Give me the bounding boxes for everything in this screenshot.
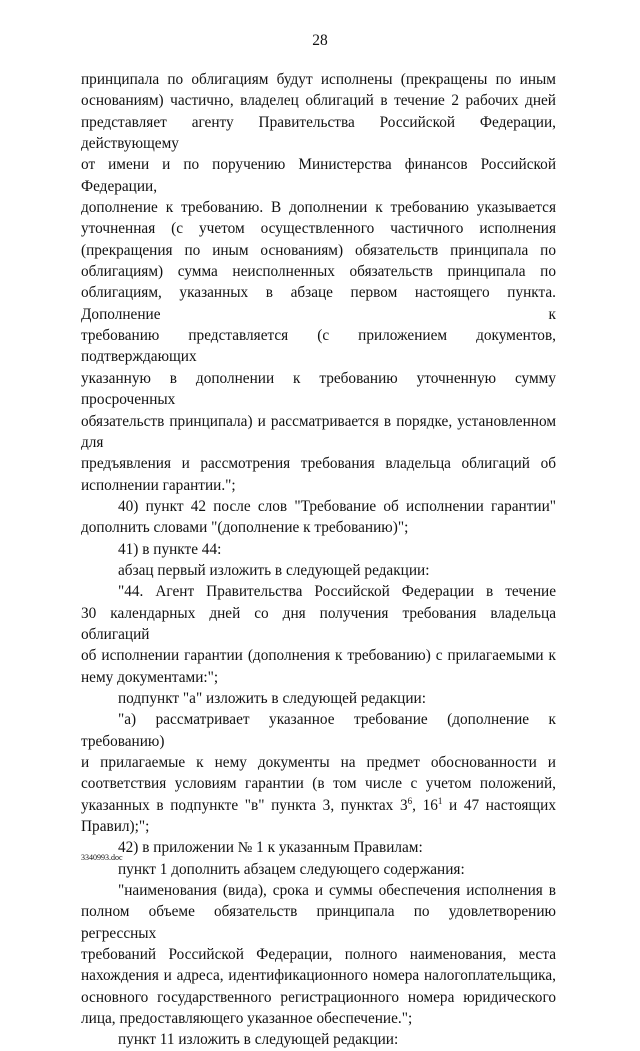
text-line <box>81 368 556 411</box>
text-line-content: и прилагаемые к нему документы на предмет обоснованности и <box>81 754 556 771</box>
text-line-content: представляет агенту Правительства Российской Федерации, действующему <box>81 113 556 153</box>
text-line-content: предъявления и рассмотрения требования владельца облигаций об <box>81 455 556 473</box>
text-line <box>81 197 556 218</box>
text-line-content: абзац первый изложить в следующей редакции: <box>118 561 430 579</box>
text-line <box>81 560 556 581</box>
text-line <box>81 987 556 1008</box>
text-line-content: 30 календарных дней со дня получения требования владельца облигаций <box>81 604 556 643</box>
text-line <box>81 154 556 197</box>
text-line-content: дополнить словами "(дополнение к требованию)"; <box>81 519 409 537</box>
file-footer: 3340993.doc <box>81 853 123 862</box>
text-line-content: нему документами:"; <box>81 668 219 686</box>
text-line <box>81 475 556 496</box>
text-line <box>81 282 556 325</box>
text-line <box>81 645 556 666</box>
text-line-content: пункт 11 изложить в следующей редакции: <box>118 1031 399 1049</box>
text-line <box>81 453 556 474</box>
document-body <box>81 69 556 1051</box>
text-line-content: основаниям) частично, владелец облигаций в течение 2 рабочих дней <box>81 92 556 110</box>
page-number: 28 <box>312 32 328 49</box>
text-segment: и 47 настоящих <box>442 796 557 814</box>
text-line-content: пункт 1 дополнить абзацем следующего содержания: <box>118 860 465 878</box>
text-line <box>81 90 556 111</box>
text-line-content: соответствия условиям гарантии (в том числе с учетом положений, <box>81 775 556 793</box>
text-line <box>81 795 556 816</box>
text-line <box>81 218 556 239</box>
text-line-content: "а) рассматривает указанное требование (дополнение к требованию) <box>81 711 556 750</box>
text-line-content: подпункт "а" изложить в следующей редакции: <box>118 689 426 707</box>
text-line <box>81 69 556 90</box>
text-line-content: лица, предоставляющего указанное обеспечение."; <box>81 1010 413 1028</box>
text-line <box>81 752 556 773</box>
text-line-content: Правил);"; <box>81 818 150 836</box>
text-segment: , 16 <box>412 796 438 814</box>
text-line-content: (прекращения по иным основаниям) обязательств принципала по <box>81 241 556 259</box>
text-line-content: от имени и по поручению Министерства финансов Российской Федерации, <box>81 156 556 195</box>
text-line-content: обязательств принципала) и рассматривается в порядке, установленном для <box>81 412 556 451</box>
superscript: 6 <box>407 795 413 806</box>
text-line <box>81 539 556 560</box>
text-line <box>81 709 556 752</box>
text-line <box>81 859 556 880</box>
text-line <box>81 581 556 602</box>
text-line-content: нахождения и адреса, идентификационного номера налогоплательщика, <box>81 967 556 985</box>
text-line-content: "наименования (вида), срока и суммы обеспечения исполнения в <box>118 882 556 900</box>
text-line <box>81 1029 556 1050</box>
text-line-content: принципала по облигациям будут исполнены (прекращены по иным <box>81 71 556 88</box>
text-line-content: исполнении гарантии."; <box>81 476 236 494</box>
text-line <box>81 325 556 368</box>
text-line-content: 41) в пункте 44: <box>118 540 222 558</box>
text-line <box>81 901 556 944</box>
text-line <box>81 411 556 454</box>
text-line <box>81 773 556 794</box>
text-line-content: указанную в дополнении к требованию уточненную сумму просроченных <box>81 369 556 409</box>
text-line-content: 42) в приложении № 1 к указанным Правилам: <box>118 839 423 857</box>
superscript: 1 <box>437 795 443 806</box>
text-line <box>81 965 556 986</box>
text-line <box>81 667 556 688</box>
text-line <box>81 1008 556 1029</box>
text-line-content: полном объеме обязательств принципала по удовлетворению регрессных <box>81 903 556 942</box>
text-line-content: требованию представляется (с приложением документов, подтверждающих <box>81 327 556 366</box>
text-line-content: "44. Агент Правительства Российской Федерации в течение <box>118 583 556 601</box>
text-line-content: дополнение к требованию. В дополнении к требованию указывается <box>81 199 556 217</box>
text-line-content: об исполнении гарантии (дополнения к требованию) с прилагаемыми к <box>81 647 556 665</box>
text-line <box>81 112 556 155</box>
text-line <box>81 603 556 646</box>
text-line-content: требований Российской Федерации, полного наименования, места <box>81 946 556 964</box>
text-line <box>81 816 556 837</box>
text-line <box>81 496 556 517</box>
text-line-content: облигациям) сумма неисполненных обязательств принципала по <box>81 263 556 281</box>
text-line-content: облигациям, указанных в абзаце первом настоящего пункта. Дополнение к <box>81 284 556 323</box>
text-line-content: 40) пункт 42 после слов "Требование об исполнении гарантии" <box>118 497 556 515</box>
text-line <box>81 240 556 261</box>
text-line-content: уточненная (с учетом осуществленного частичного исполнения <box>81 220 556 238</box>
text-line-content: указанных в подпункте "в" пункта 3, пунктах 3 <box>81 796 408 814</box>
text-line <box>81 880 556 901</box>
text-line <box>81 688 556 709</box>
text-line-content: основного государственного регистрационного номера юридического <box>81 988 556 1006</box>
text-line <box>81 517 556 538</box>
text-line <box>81 837 556 858</box>
text-line <box>81 261 556 282</box>
text-line <box>81 944 556 965</box>
